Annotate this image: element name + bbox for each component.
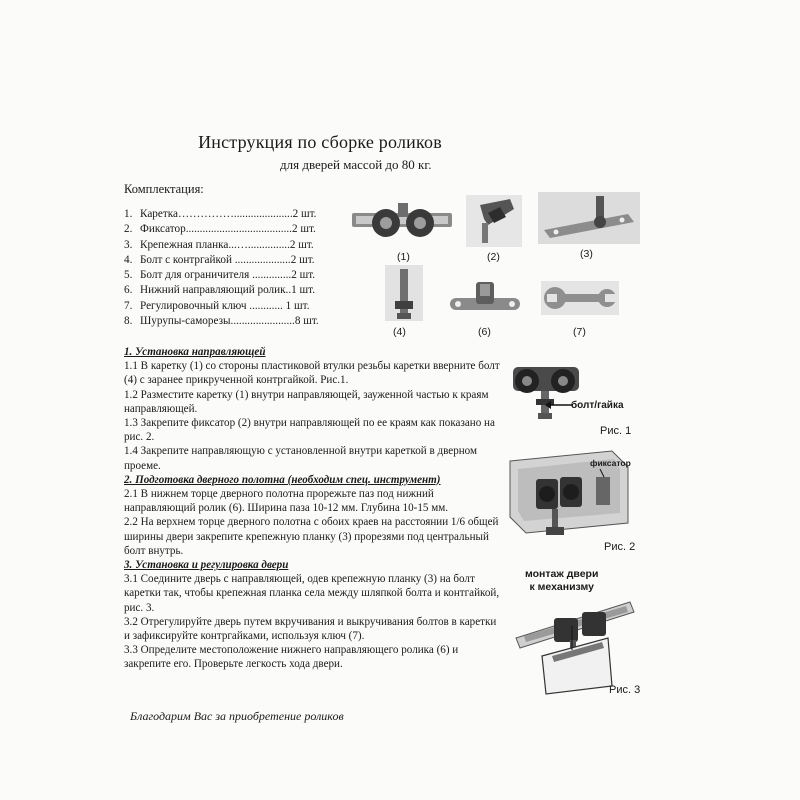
instruction-paragraph: 1.2 Разместите каретку (1) внутри направляющей, зауженной частью к краям направляющей. bbox=[124, 388, 489, 415]
section-heading: 2. Подготовка дверного полотна (необходим спец. инструмент) bbox=[124, 473, 441, 486]
kit-item: 1. Каретка…………….....................2 шт. bbox=[124, 208, 317, 220]
part-wrench-image bbox=[541, 281, 619, 315]
part-caption: (2) bbox=[487, 251, 500, 263]
part-mounting-plate-image bbox=[538, 192, 640, 244]
thanks-note: Благодарим Вас за приобретение роликов bbox=[130, 709, 344, 723]
instruction-paragraph: 3.3 Определите местоположение нижнего направляющего ролика (6) и закрепите его. Проверьте легкость хода двери. bbox=[124, 644, 459, 671]
instruction-paragraph: 3.1 Соедините дверь с направляющей, одев крепежную планку (3) на болт каретки так, чтобы крепежная планка села между шляпкой болта и контгайкой, рис. 3. bbox=[124, 573, 500, 614]
part-caption: (6) bbox=[478, 326, 491, 338]
kit-item: 2. Фиксатор......................................2 шт. bbox=[124, 223, 316, 236]
instruction-paragraph: 1.1 В каретку (1) со стороны пластиковой втулки резьбы каретки вверните болт (4) с заранее прикрученной контргайкой. Рис.1. bbox=[124, 360, 500, 387]
instruction-paragraph: 2.1 В нижнем торце дверного полотна прорежьте паз под нижний направляющий ролик (6). Ширина паза 10-12 мм. Глубина 10-15 мм. bbox=[124, 488, 449, 515]
part-caption: (1) bbox=[397, 251, 410, 263]
figure-3-door-mounting bbox=[512, 598, 636, 698]
kit-item: 5. Болт для ограничителя ..............2 шт. bbox=[124, 269, 316, 282]
part-bolt-image bbox=[385, 265, 423, 321]
figure-3-caption: Рис. 3 bbox=[609, 684, 641, 696]
figure-1-carriage-bolt bbox=[505, 355, 585, 425]
part-stopper-image bbox=[466, 195, 522, 247]
kit-label: Комплектация: bbox=[124, 182, 204, 196]
kit-item: 3. Крепежная планка...…...............2 шт. bbox=[124, 238, 314, 251]
section-heading: 1. Установка направляющей bbox=[124, 346, 266, 358]
kit-item: 8. Шурупы-саморезы.......................8 шт. bbox=[124, 315, 319, 328]
part-caption: (4) bbox=[393, 326, 406, 338]
figure-2-caption: Рис. 2 bbox=[604, 541, 636, 553]
instruction-paragraph: 1.3 Закрепите фиксатор (2) внутри направляющей по ее краям как показано на рис. 2. bbox=[124, 417, 495, 444]
figure-2-label: фиксатор bbox=[590, 458, 631, 468]
section-heading: 3. Установка и регулировка двери bbox=[124, 559, 289, 572]
part-caption: (7) bbox=[573, 326, 586, 338]
kit-item: 6. Нижний направляющий ролик..1 шт. bbox=[124, 284, 315, 297]
kit-item: 4. Болт с контргайкой ....................2 шт. bbox=[124, 253, 315, 266]
part-caption: (3) bbox=[580, 248, 593, 260]
figure-1-caption: Рис. 1 bbox=[600, 425, 632, 437]
figure-1-label: болт/гайка bbox=[571, 400, 624, 411]
part-bottom-roller-image bbox=[448, 278, 522, 318]
instructions-body bbox=[124, 345, 500, 672]
instruction-paragraph: 1.4 Закрепите направляющую с установленной внутри кареткой в дверном проеме. bbox=[124, 445, 478, 472]
figure-3-label: монтаж двери к механизму bbox=[525, 568, 599, 593]
instruction-paragraph: 2.2 На верхнем торце дверного полотна с обоих краев на расстоянии 1/6 общей ширины двери закрепите крепежную планку (3) прорезями под центральный болт внутрь. bbox=[124, 516, 499, 557]
kit-list bbox=[124, 207, 338, 329]
document-subtitle: для дверей массой до 80 кг. bbox=[280, 157, 432, 172]
document-title: Инструкция по сборке роликов bbox=[198, 132, 442, 152]
kit-item: 7. Регулировочный ключ ............ 1 шт. bbox=[124, 299, 310, 312]
part-carriage-image bbox=[350, 195, 456, 247]
instruction-paragraph: 3.2 Отрегулируйте дверь путем вкручивания и выкручивания болтов в каретки и зафиксируйте контргайками, используя ключ (7). bbox=[124, 615, 497, 643]
